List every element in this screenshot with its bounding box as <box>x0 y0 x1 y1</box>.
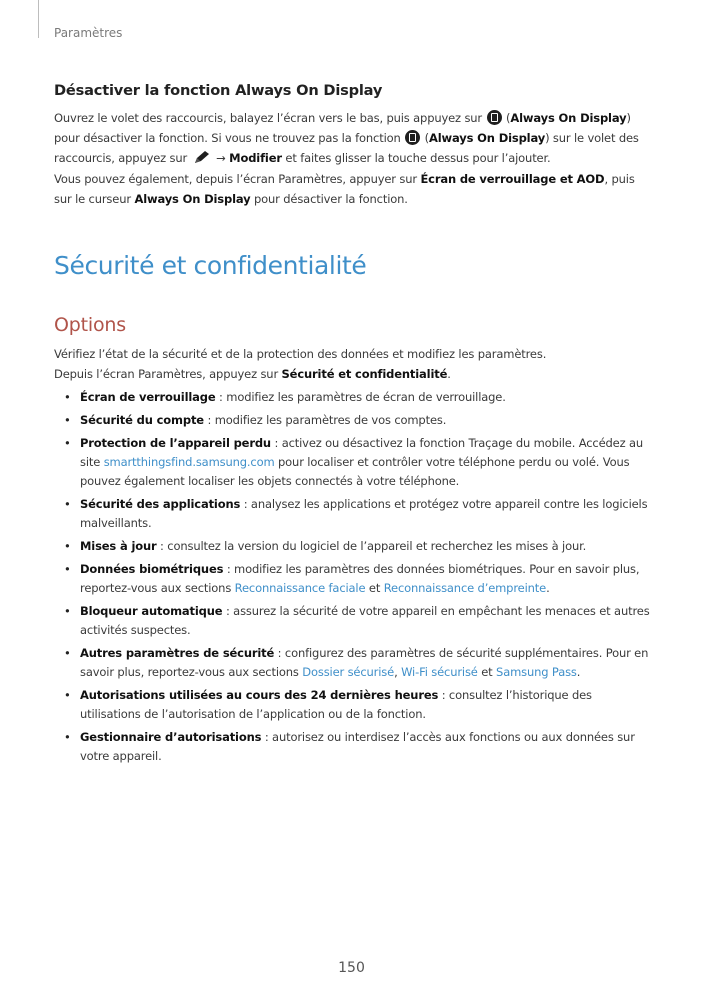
always-on-display-icon <box>405 130 420 145</box>
fingerprint-recognition-link[interactable]: Reconnaissance d’empreinte <box>383 581 547 595</box>
secure-folder-link[interactable]: Dossier sécurisé <box>302 665 395 679</box>
samsung-pass-link[interactable]: Samsung Pass <box>496 665 577 679</box>
secure-wifi-link[interactable]: Wi-Fi sécurisé <box>401 665 478 679</box>
smartthingsfind-link[interactable]: smartthingsfind.samsung.com <box>103 455 275 469</box>
always-on-display-icon <box>487 110 502 125</box>
page-number: 150 <box>338 960 365 976</box>
aod-section-title: Désactiver la fonction Always On Display <box>54 82 383 99</box>
options-intro-1: Vérifiez l’état de la sécurité et de la protection des données et modifiez les paramètres. <box>54 347 547 361</box>
options-intro-2: Depuis l’écran Paramètres, appuyez sur Sécurité et confidentialité. <box>54 367 451 381</box>
list-item: • Données biométriques : modifiez les paramètres des données biométriques. Pour en savoir plus, reportez-vous aux sections Reconnaissance faciale et Reconnaissance d’empreinte. <box>64 562 640 595</box>
facial-recognition-link[interactable]: Reconnaissance faciale <box>234 581 366 595</box>
chapter-title: Sécurité et confidentialité <box>54 251 367 280</box>
aod-paragraph-1: Ouvrez le volet des raccourcis, balayez l’écran vers le bas, puis appuyez sur (Always On Display) pour désactiver la fonction. Si vous ne trouvez pas la fonction (Always On Display) sur le volet des raccourcis, appuyez sur → Modifier et faites glisser la touche dessus pour l’ajouter. <box>54 111 639 165</box>
page-content <box>54 82 654 770</box>
list-item: • Mises à jour : consultez la version du logiciel de l’appareil et recherchez les mises à jour. <box>64 539 587 553</box>
options-title: Options <box>54 314 126 336</box>
list-item: • Autres paramètres de sécurité : configurez des paramètres de sécurité supplémentaires. Pour en savoir plus, reportez-vous aux sections Dossier sécurisé, Wi-Fi sécurisé et Samsung Pass. <box>64 646 649 679</box>
options-list <box>54 388 654 766</box>
pencil-icon <box>193 150 211 165</box>
running-head: Paramètres <box>54 26 123 40</box>
list-item: • Écran de verrouillage : modifiez les paramètres de écran de verrouillage. <box>64 390 506 404</box>
list-item: • Sécurité du compte : modifiez les paramètres de vos comptes. <box>64 413 447 427</box>
list-item: • Sécurité des applications : analysez les applications et protégez votre appareil contre les logiciels malveillants. <box>64 497 648 530</box>
list-item: • Gestionnaire d’autorisations : autorisez ou interdisez l’accès aux fonctions ou aux données sur votre appareil. <box>64 730 635 763</box>
list-item: • Protection de l’appareil perdu : activez ou désactivez la fonction Traçage du mobile. Accédez au site smartthingsfind.samsung.com pour localiser et contrôler votre téléphone perdu ou volé. Vous pouvez également localiser les objets connectés à votre téléphone. <box>64 436 644 488</box>
list-item: • Autorisations utilisées au cours des 24 dernières heures : consultez l’historique des utilisations de l’autorisation de l’application ou de la fonction. <box>64 688 592 721</box>
aod-paragraph-2: Vous pouvez également, depuis l’écran Paramètres, appuyer sur Écran de verrouillage et AOD, puis sur le curseur Always On Display pour désactiver la fonction. <box>54 172 635 206</box>
list-item: • Bloqueur automatique : assurez la sécurité de votre appareil en empêchant les menaces et autres activités suspectes. <box>64 604 650 637</box>
header-divider <box>38 0 39 38</box>
